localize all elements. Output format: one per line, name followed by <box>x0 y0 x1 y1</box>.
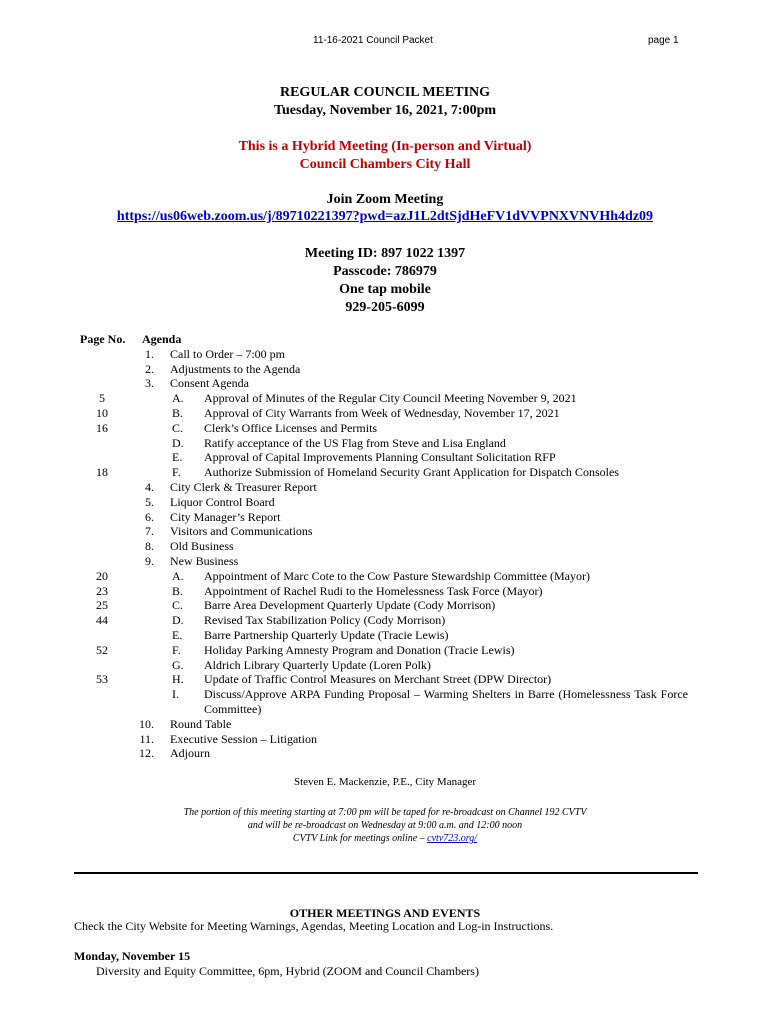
page-column-label: Page No. <box>80 332 126 346</box>
agenda-subitem-text: Appointment of Rachel Rudi to the Homelessness Task Force (Mayor) <box>204 583 543 598</box>
agenda-page-number: 44 <box>96 613 108 628</box>
agenda-item <box>76 717 716 732</box>
agenda-item-number: 5. <box>145 494 154 509</box>
agenda-item-text: Round Table <box>170 716 232 731</box>
agenda-subitem-text: Authorize Submission of Homeland Security Grant Application for Dispatch Consoles <box>204 465 619 480</box>
agenda-item <box>76 391 716 406</box>
agenda-items <box>76 347 716 761</box>
website-instructions: Check the City Website for Meeting Warnings, Agendas, Meeting Location and Log-in Instructions. <box>74 919 554 933</box>
cvtv-link-prefix: CVTV Link for meetings online – <box>292 833 428 844</box>
agenda-item <box>76 465 716 480</box>
agenda-item-number: 10. <box>139 716 154 731</box>
agenda-page-number: 5 <box>99 391 105 406</box>
agenda-item <box>76 347 716 362</box>
agenda-page-number: 20 <box>96 568 108 583</box>
agenda-subitem-text: Aldrich Library Quarterly Update (Loren Polk) <box>204 657 431 672</box>
agenda-item-number: 8. <box>145 539 154 554</box>
agenda-item-number: 4. <box>145 479 154 494</box>
agenda-page-number: 18 <box>96 465 108 480</box>
section-divider <box>74 872 698 874</box>
agenda-subitem-letter: C. <box>172 420 184 435</box>
agenda-subitem-text: Update of Traffic Control Measures on Merchant Street (DPW Director) <box>204 672 552 687</box>
agenda-item <box>76 436 716 451</box>
agenda-item <box>76 406 716 421</box>
agenda-item-text: Liquor Control Board <box>170 494 275 509</box>
agenda-subitem-text: Discuss/Approve ARPA Funding Proposal – Warming Shelters in Barre (Homelessness Task Force <box>204 687 688 702</box>
agenda-item-text: Visitors and Communications <box>170 524 313 539</box>
zoom-link[interactable]: https://us06web.zoom.us/j/89710221397?pwd=azJ1L2dtSjdHeFV1dVVPNXVNVHh4dz09 <box>116 209 654 224</box>
agenda-subitem-text: Revised Tax Stabilization Policy (Cody Morrison) <box>204 613 446 628</box>
agenda-item <box>76 524 716 539</box>
broadcast-note <box>0 806 770 845</box>
agenda-item-text: City Manager’s Report <box>170 509 281 524</box>
agenda-item-text: Executive Session – Litigation <box>170 731 317 746</box>
agenda-subitem-text: Approval of Minutes of the Regular City Council Meeting November 9, 2021 <box>204 391 577 406</box>
agenda-subitem-letter: A. <box>172 568 184 583</box>
agenda-item <box>76 480 716 495</box>
agenda-item <box>76 495 716 510</box>
agenda-item-number: 9. <box>145 553 154 568</box>
event-item: Diversity and Equity Committee, 6pm, Hybrid (ZOOM and Council Chambers) <box>96 964 479 978</box>
agenda-subitem-letter: B. <box>172 583 184 598</box>
agenda-header-row <box>76 332 716 347</box>
agenda-item <box>76 584 716 599</box>
agenda-item-number: 7. <box>145 524 154 539</box>
agenda-page-number: 16 <box>96 420 108 435</box>
agenda-page-number: 23 <box>96 583 108 598</box>
agenda-item <box>76 702 716 717</box>
agenda-item-text: Old Business <box>170 539 234 554</box>
packet-header: 11-16-2021 Council Packet <box>313 35 433 46</box>
agenda-item <box>76 362 716 377</box>
agenda-subitem-text: Approval of City Warrants from Week of Wednesday, November 17, 2021 <box>204 405 560 420</box>
agenda-subitem-letter: D. <box>172 613 184 628</box>
agenda-page-number: 25 <box>96 598 108 613</box>
agenda-subitem-letter: A. <box>172 391 184 406</box>
agenda-item <box>76 628 716 643</box>
one-tap-mobile: One tap mobile <box>339 282 431 297</box>
agenda-item <box>76 658 716 673</box>
agenda-item <box>76 598 716 613</box>
zoom-link-row <box>0 208 770 226</box>
agenda-item-number: 1. <box>145 346 154 361</box>
agenda-page-number: 53 <box>96 672 108 687</box>
agenda <box>76 332 716 761</box>
agenda-item-number: 2. <box>145 361 154 376</box>
agenda-item <box>76 746 716 761</box>
agenda-subitem-letter: E. <box>172 627 183 642</box>
zoom-heading: Join Zoom Meeting <box>326 192 444 207</box>
agenda-item <box>76 732 716 747</box>
event-day: Monday, November 15 <box>74 949 191 963</box>
agenda-item-number: 11. <box>139 731 154 746</box>
agenda-item-text: Call to Order – 7:00 pm <box>170 346 285 361</box>
agenda-subitem-text: Clerk’s Office Licenses and Permits <box>204 420 378 435</box>
meeting-date: Tuesday, November 16, 2021, 7:00pm <box>273 103 497 118</box>
agenda-item <box>76 539 716 554</box>
agenda-subitem-text: Barre Area Development Quarterly Update (Cody Morrison) <box>204 598 496 613</box>
agenda-heading: Agenda <box>142 332 182 346</box>
agenda-subitem-letter: B. <box>172 405 184 420</box>
agenda-subitem-continuation: Committee) <box>204 701 262 716</box>
hybrid-notice: This is a Hybrid Meeting (In-person and Virtual) <box>238 139 532 154</box>
broadcast-note-line3 <box>0 832 770 845</box>
agenda-item-text: Consent Agenda <box>170 376 249 391</box>
agenda-subitem-letter: F. <box>172 465 181 480</box>
agenda-page-number: 52 <box>96 642 108 657</box>
agenda-item-text: Adjustments to the Agenda <box>170 361 301 376</box>
agenda-item <box>76 672 716 687</box>
agenda-subitem-text: Barre Partnership Quarterly Update (Tracie Lewis) <box>204 627 449 642</box>
agenda-subitem-letter: F. <box>172 642 181 657</box>
passcode: Passcode: 786979 <box>333 264 437 279</box>
agenda-subitem-text: Holiday Parking Amnesty Program and Donation (Tracie Lewis) <box>204 642 515 657</box>
broadcast-note-line1: The portion of this meeting starting at 7:00 pm will be taped for re-broadcast on Channel 192 CVTV <box>183 807 587 818</box>
agenda-subitem-text: Approval of Capital Improvements Planning Consultant Solicitation RFP <box>204 450 556 465</box>
agenda-subitem-text: Appointment of Marc Cote to the Cow Pasture Stewardship Committee (Mayor) <box>204 568 590 583</box>
other-meetings-heading: OTHER MEETINGS AND EVENTS <box>289 906 481 920</box>
broadcast-note-line2: and will be re-broadcast on Wednesday at 9:00 a.m. and 12:00 noon <box>247 820 523 831</box>
agenda-item-number: 6. <box>145 509 154 524</box>
agenda-item-number: 3. <box>145 376 154 391</box>
page-number: page 1 <box>648 35 679 46</box>
agenda-item <box>76 569 716 584</box>
cvtv-link[interactable]: cvtv723.org/ <box>427 833 478 844</box>
agenda-item <box>76 376 716 391</box>
agenda-item <box>76 421 716 436</box>
agenda-item <box>76 643 716 658</box>
agenda-item <box>76 554 716 569</box>
agenda-page-number: 10 <box>96 405 108 420</box>
agenda-item <box>76 613 716 628</box>
agenda-subitem-letter: G. <box>172 657 184 672</box>
agenda-item <box>76 510 716 525</box>
meeting-id: Meeting ID: 897 1022 1397 <box>304 246 466 261</box>
agenda-item <box>76 450 716 465</box>
agenda-item-text: City Clerk & Treasurer Report <box>170 479 317 494</box>
agenda-subitem-letter: C. <box>172 598 184 613</box>
city-manager-signature: Steven E. Mackenzie, P.E., City Manager <box>293 776 477 788</box>
agenda-item-number: 12. <box>139 746 154 761</box>
meeting-title: REGULAR COUNCIL MEETING <box>279 85 491 100</box>
meeting-location: Council Chambers City Hall <box>299 157 471 172</box>
phone-number: 929-205-6099 <box>345 300 425 315</box>
agenda-item-text: New Business <box>170 553 239 568</box>
agenda-subitem-letter: H. <box>172 672 184 687</box>
agenda-subitem-letter: D. <box>172 435 184 450</box>
agenda-subitem-letter: E. <box>172 450 183 465</box>
agenda-subitem-letter: I. <box>172 687 179 702</box>
agenda-subitem-text: Ratify acceptance of the US Flag from Steve and Lisa England <box>204 435 506 450</box>
agenda-item <box>76 687 716 702</box>
agenda-item-text: Adjourn <box>170 746 210 761</box>
